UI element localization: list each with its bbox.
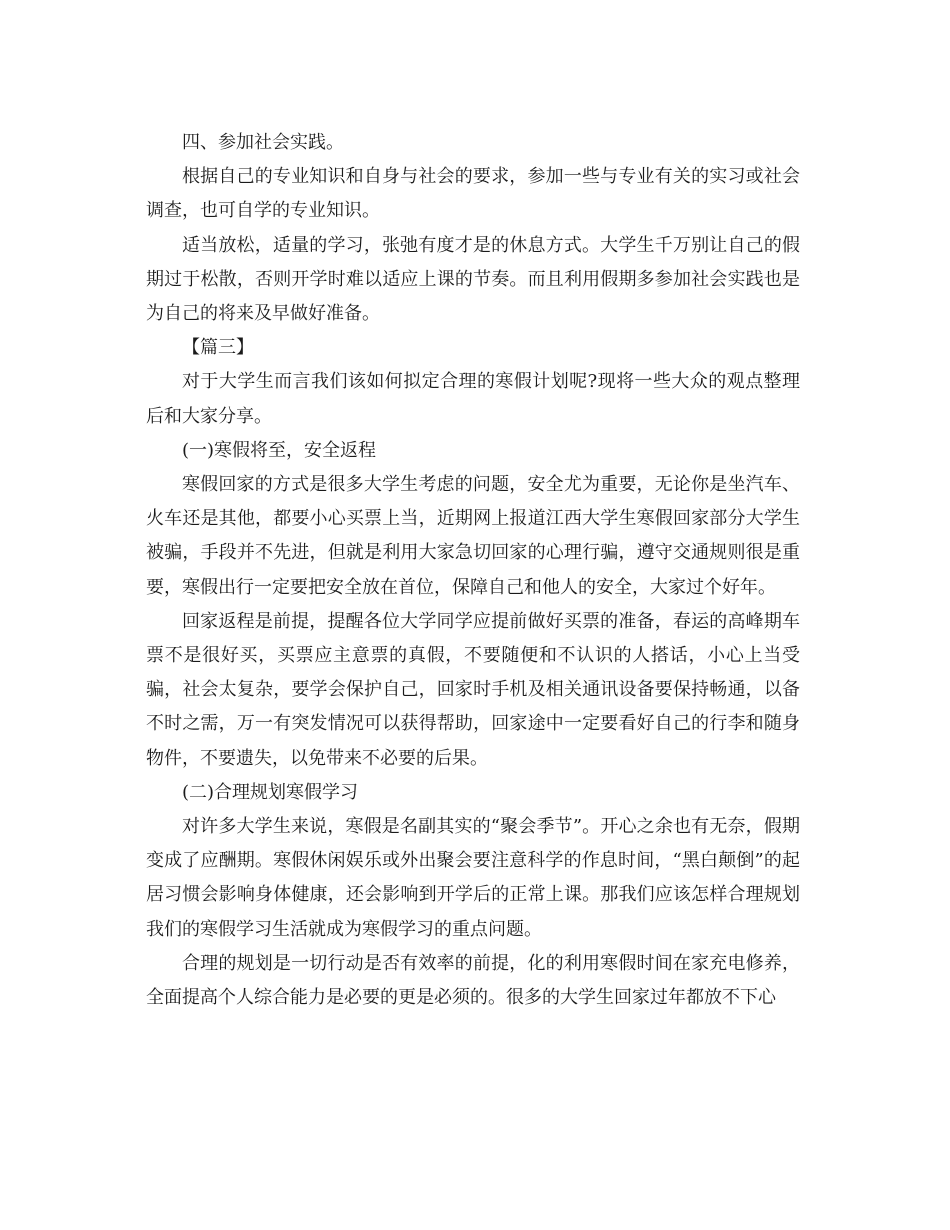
paragraph: 适当放松，适量的学习，张弛有度才是的休息方式。大学生千万别让自己的假期过于松散，否则开学时难以适应上课的节奏。而且利用假期多参加社会实践也是为自己的将来及早做好准备。 <box>146 234 800 325</box>
paragraph: 根据自己的专业知识和自身与社会的要求，参加一些与专业有关的实习或社会调查，也可自学的专业知识。 <box>146 166 800 222</box>
subheading: (二)合理规划寒假学习 <box>182 781 359 803</box>
section-heading: 【篇三】 <box>182 337 254 359</box>
paragraph: 对于大学生而言我们该如何拟定合理的寒假计划呢?现将一些大众的观点整理后和大家分享。 <box>146 371 800 427</box>
paragraph: 寒假回家的方式是很多大学生考虑的问题，安全尤为重要，无论你是坐汽车、火车还是其他，都要小心买票上当，近期网上报道江西大学生寒假回家部分大学生被骗，手段并不先进，但就是利用大家急切回家的心理行骗，遵守交通规则很是重要，寒假出行一定要把安全放在首位，保障自己和他人的安全，大家过个好年。 <box>146 474 800 598</box>
paragraph: 四、参加社会实践。 <box>182 132 344 153</box>
paragraph: 合理的规划是一切行动是否有效率的前提，化的利用寒假时间在家充电修养，全面提高个人综合能力是必要的更是必须的。很多的大学生回家过年都放不下心 <box>146 952 800 1009</box>
paragraph: 回家返程是前提，提醒各位大学同学应提前做好买票的准备，春运的高峰期车票不是很好买，买票应主意票的真假，不要随便和不认识的人搭话，小心上当受骗，社会太复杂，要学会保护自己，回家时手机及相关通讯设备要保持畅通，以备不时之需，万一有突发情况可以获得帮助，回家途中一定要看好自己的行李和随身物件，不要遗失，以免带来不必要的后果。 <box>146 610 800 769</box>
paragraph: 对许多大学生来说，寒假是名副其实的“聚会季节”。开心之余也有无奈，假期变成了应酬期。寒假休闲娱乐或外出聚会要注意科学的作息时间，“黑白颠倒”的起居习惯会影响身体健康，还会影响到开学后的正常上课。那我们应该怎样合理规划我们的寒假学习生活就成为寒假学习的重点问题。 <box>146 816 800 940</box>
subheading: (一)寒假将至，安全返程 <box>182 439 377 461</box>
